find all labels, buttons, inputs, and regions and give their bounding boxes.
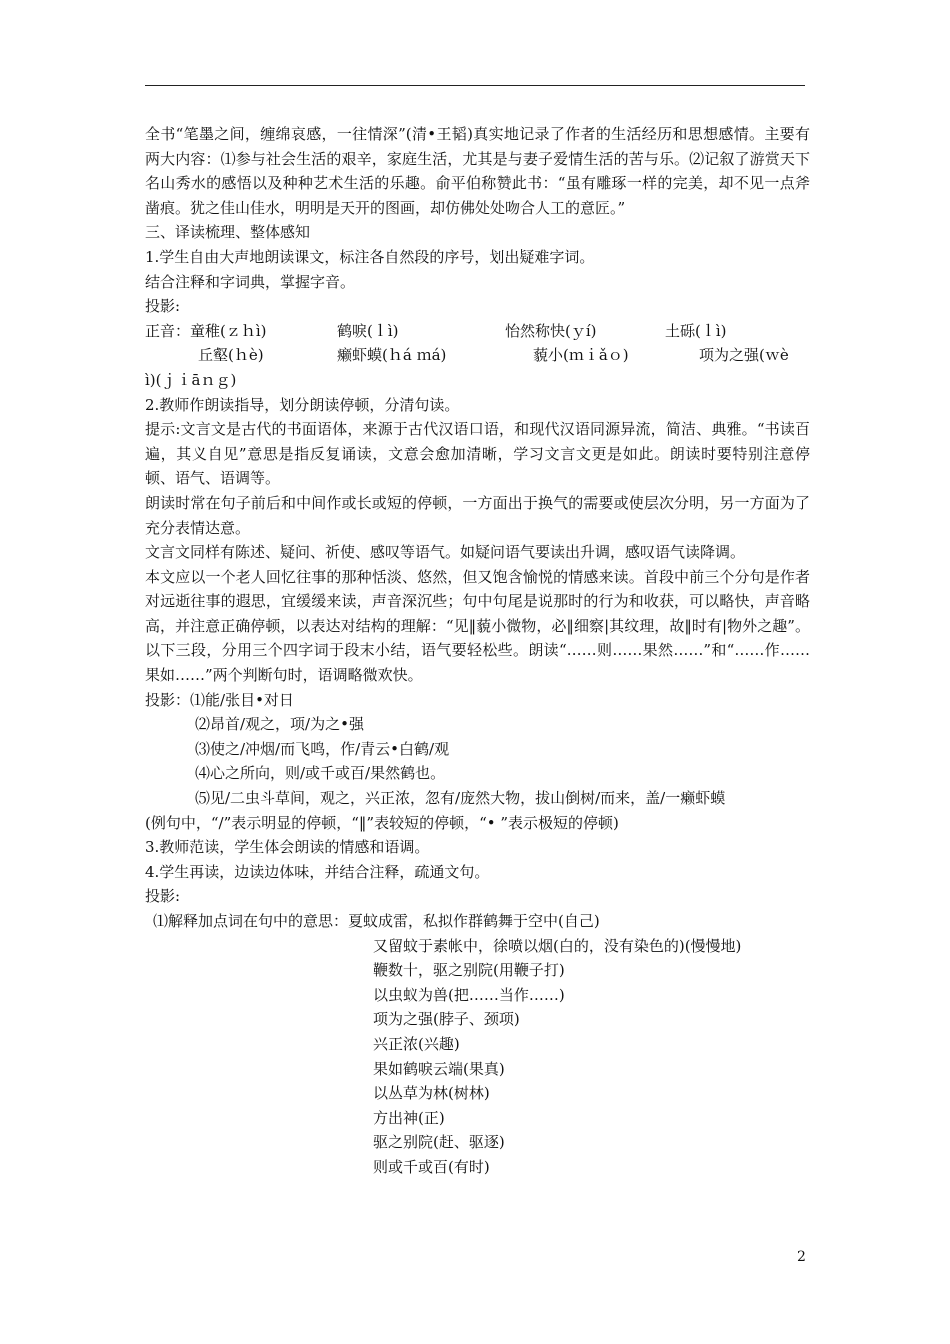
page-number: 2 [797,1249,806,1265]
tip-paragraph: 提示:文言文是古代的书面语体，来源于古代汉语口语，和现代汉语同源异流，简洁、典雅。“书读百遍，其义自见”意思是指反复诵读，文意会愈加清晰，学习文言文更是如此。朗读时要特别注意停顿、语气、语调等。 [145,420,810,488]
pause-example: ⑶使之/冲烟/而飞鸣，作/青云•白鹤/观 [195,739,450,758]
explain-item: 以丛草为林(树林) [373,1084,490,1103]
pron-item: 项为之强(ｗè [699,346,789,365]
explain-item: 项为之强(脖子、颈项) [373,1010,520,1029]
explain-item: 又留蚊于素帐中，徐喷以烟(白的，没有染色的)(慢慢地) [373,936,742,955]
document-body [145,122,810,1180]
pron-item: 癞虾蟆(ｈá ｍá) [337,346,447,365]
explain-item: 果如鹤唳云端(果真) [373,1059,505,1078]
explain-item: 驱之别院(赶、驱逐) [373,1133,505,1152]
explain-item: 兴正浓(兴趣) [373,1034,460,1053]
pron-item: 藐小(ｍｉǎｏ) [533,346,629,365]
pron-item: 鹤唳(ｌì) [337,321,399,340]
step-1: 1.学生自由大声地朗读课文，标注各自然段的序号，划出疑难字词。 [145,247,595,266]
step-1b: 结合注释和字词典，掌握字音。 [145,272,356,291]
pause-example: ⑵昂首/观之，项/为之•强 [195,715,364,734]
explain-item: 鞭数十，驱之别院(用鞭子打) [373,961,565,980]
tone-paragraph: 文言文同样有陈述、疑问、祈使、感叹等语气。如疑问语气要读出升调，感叹语气读降调。 [145,543,746,562]
pause-example: ⑴能/张目•对日 [190,690,294,709]
pronunciation-row-1 [145,319,810,344]
pause-example: ⑸见/二虫斗草间，观之，兴正浓，忽有/庞然大物，拔山倒树/而来，盖/一癞虾蟆 [195,789,726,808]
projection-2-line-1 [145,688,810,713]
projection-label: 投影: [145,887,181,906]
pronunciation-row-3: ì)(ｊｉāｎｇ) [145,370,237,389]
reading-paragraph: 本文应以一个老人回忆往事的那种恬淡、悠然，但又饱含愉悦的情感来读。首段中前三个分句是作者对远逝往事的遐思，宜缓缓来读，声音深沉些；句中句尾是说那时的行为和收获，可以略快，声音略高，并注意正确停顿，以表达对结构的理解：“见‖藐小微物，必‖细察|其纹理，故‖时有|物外之趣”。以下三段，分用三个四字词于段末小结，语气要轻松些。朗读“……则……果然……”和“……作……果如……”两个判断句时，语调略微欢快。 [145,567,810,685]
explain-item: 方出神(正) [373,1108,445,1127]
pron-item: 土砾(ｌì) [665,321,727,340]
section-heading: 三、译读梳理、整体感知 [145,223,311,242]
explain-item: 则或千或百(有时) [373,1157,490,1176]
step-3: 3.教师范读，学生体会朗读的情感和语调。 [145,838,430,857]
pronunciation-row-2 [145,343,810,368]
pron-item: 怡然称快(ｙí) [505,321,597,340]
intro-paragraph: 全书“笔墨之间，缠绵哀感，一往情深”(清•王韬)真实地记录了作者的生活经历和思想感情。主要有两大内容：⑴参与社会生活的艰辛，家庭生活，尤其是与妻子爱情生活的苦与乐。⑵记叙了游赏天下名山秀水的感悟以及种种艺术生活的乐趣。俞平伯称赞此书：“虽有雕琢一样的完美，却不见一点斧凿痕。犹之佳山佳水，明明是天开的图画，却仿佛处处吻合人工的意匠。” [145,125,810,217]
step-4: 4.学生再读，边读边体味，并结合注释，疏通文句。 [145,862,490,881]
explain-item: 以虫蚁为兽(把……当作……) [373,985,565,1004]
projection-label: 投影: [145,297,181,316]
projection-label: 投影： [145,690,191,709]
pron-item: 丘壑(ｈè) [198,346,264,365]
pause-note: (例句中，“/”表示明显的停顿，“‖”表较短的停顿，“• ”表示极短的停顿) [145,813,619,832]
step-2: 2.教师作朗读指导，划分朗读停顿，分清句读。 [145,395,460,414]
pause-example: ⑷心之所向，则/或千或百/果然鹤也。 [195,764,446,783]
pron-item: 正音：童稚(ｚｈì) [145,321,267,340]
explain-heading: ⑴解释加点词在句中的意思：夏蚊成雷，私拟作群鹤舞于空中(自己) [153,912,600,930]
pause-paragraph: 朗读时常在句子前后和中间作或长或短的停顿，一方面出于换气的需要或使层次分明，另一方面为了充分表情达意。 [145,493,810,537]
header-rule [145,85,805,86]
